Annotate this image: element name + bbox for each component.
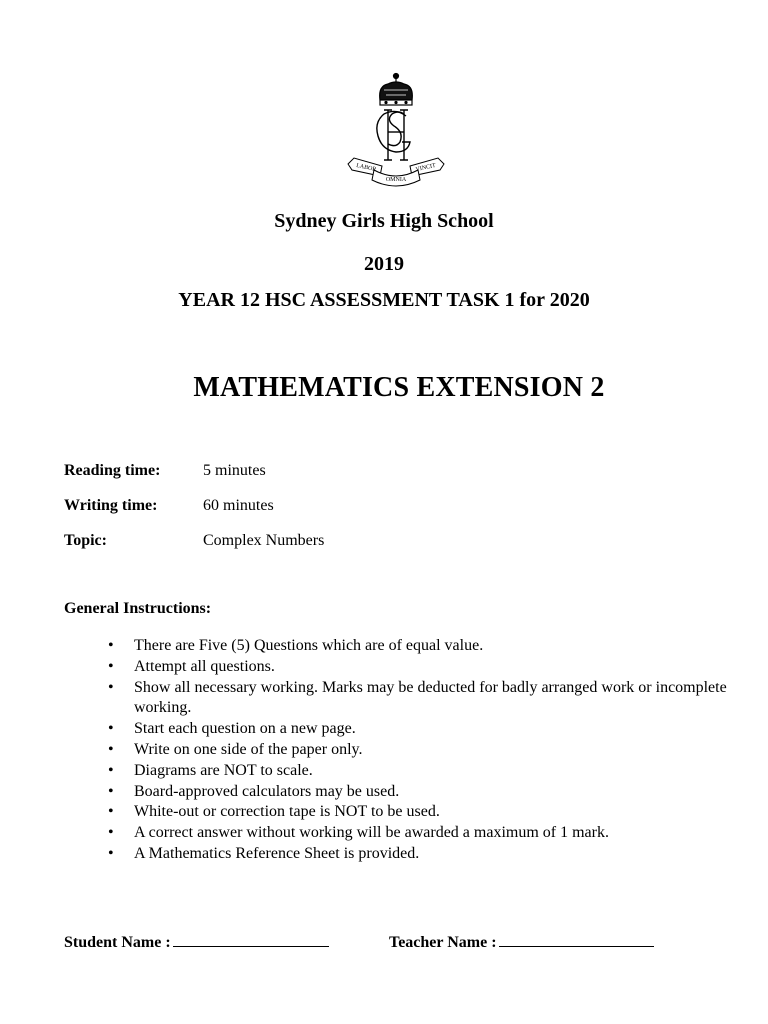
instruction-item: [108, 823, 738, 844]
bullet-icon: •: [108, 740, 114, 758]
crown-icon: [380, 74, 413, 106]
bullet-icon: •: [108, 824, 114, 842]
instruction-item: [108, 761, 738, 782]
exam-year: 2019: [364, 253, 404, 275]
monogram-icon: [377, 110, 410, 160]
instruction-item: [108, 844, 738, 865]
teacher-name-label: Teacher Name :: [389, 934, 497, 951]
general-instructions-heading: General Instructions:: [64, 600, 212, 617]
school-crest-logo: [344, 70, 448, 190]
writing-time-value: 60 minutes: [203, 497, 274, 514]
instruction-text: Attempt all questions.: [134, 657, 275, 675]
writing-time-label: Writing time:: [64, 497, 158, 514]
instruction-item: [108, 636, 738, 657]
instruction-item: [108, 802, 738, 823]
assessment-task-title: YEAR 12 HSC ASSESSMENT TASK 1 for 2020: [178, 289, 590, 311]
bullet-icon: •: [108, 803, 114, 821]
instruction-item: [108, 740, 738, 761]
instruction-text: Write on one side of the paper only.: [134, 740, 363, 758]
instruction-item: [108, 657, 738, 678]
bullet-icon: •: [108, 782, 114, 800]
topic-label: Topic:: [64, 532, 107, 549]
teacher-name-line[interactable]: [499, 932, 654, 947]
reading-time-label: Reading time:: [64, 462, 161, 479]
bullet-icon: •: [108, 844, 114, 862]
motto-center-text: OMNIA: [385, 177, 407, 183]
reading-time-value: 5 minutes: [203, 462, 266, 479]
instruction-text: Show all necessary working. Marks may be deducted for badly arranged work or incomplete working.: [134, 678, 727, 717]
bullet-icon: •: [108, 720, 114, 738]
instruction-item: [108, 678, 738, 720]
instruction-text: Diagrams are NOT to scale.: [134, 761, 313, 779]
instruction-text: A Mathematics Reference Sheet is provided.: [134, 844, 420, 862]
student-name-field[interactable]: [64, 932, 329, 952]
instruction-text: Board-approved calculators may be used.: [134, 782, 400, 800]
instructions-list: [108, 636, 738, 865]
bullet-icon: •: [108, 678, 114, 696]
instruction-text: Start each question on a new page.: [134, 720, 356, 738]
bullet-icon: •: [108, 637, 114, 654]
bullet-icon: •: [108, 657, 114, 675]
instruction-text: White-out or correction tape is NOT to be used.: [134, 803, 440, 821]
motto-left-text: LABOR: [355, 162, 377, 174]
instruction-text: A correct answer without working will be awarded a maximum of 1 mark.: [134, 824, 609, 842]
topic-value: Complex Numbers: [203, 532, 325, 549]
instruction-text: There are Five (5) Questions which are of equal value.: [134, 637, 484, 654]
instruction-item: [108, 719, 738, 740]
motto-right-text: VINCIT: [415, 162, 437, 174]
bullet-icon: •: [108, 761, 114, 779]
student-name-line[interactable]: [173, 932, 329, 947]
school-name: Sydney Girls High School: [274, 210, 494, 232]
teacher-name-field[interactable]: [389, 932, 654, 952]
student-name-label: Student Name :: [64, 934, 171, 951]
instruction-item: [108, 782, 738, 803]
subject-title: MATHEMATICS EXTENSION 2: [193, 372, 605, 403]
